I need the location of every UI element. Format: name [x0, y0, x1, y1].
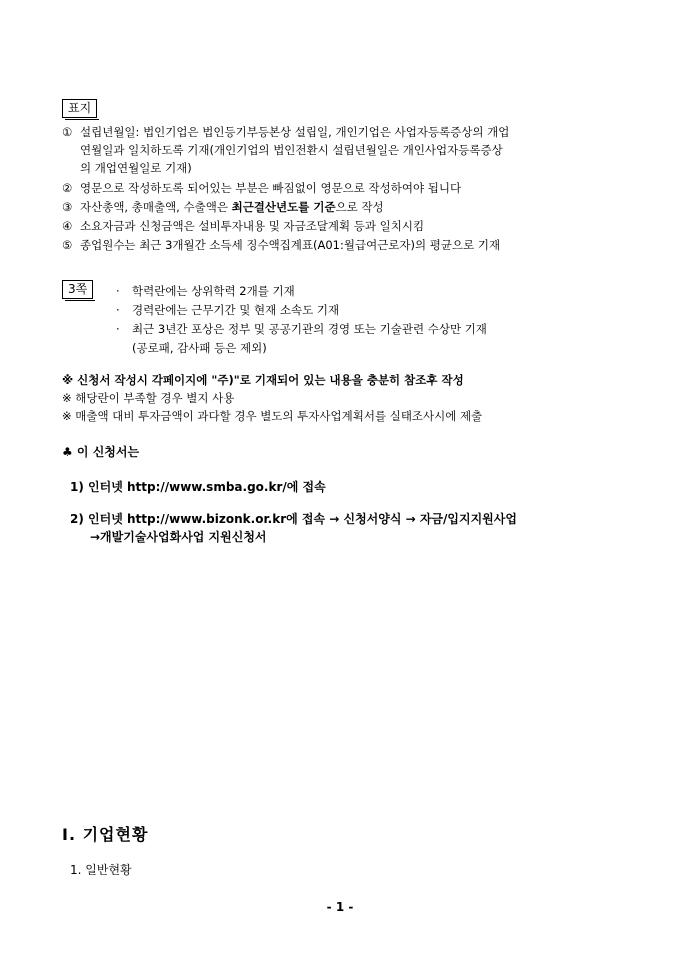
item-number: ① [62, 125, 73, 139]
subsection-heading: 1. 일반현황 [70, 863, 132, 877]
bullet-mark: · [116, 303, 120, 317]
bullet-mark: · [116, 284, 120, 298]
pyoji-item-3 [62, 198, 384, 216]
pyoji-label: 표지 [68, 101, 92, 115]
note-1: ※ 신청서 작성시 각페이지에 "주)"로 기재되어 있는 내용을 충분히 참조후 작성 [62, 373, 464, 387]
pyoji-item-5 [62, 236, 500, 254]
item-text-end: 으로 작성 [335, 200, 384, 214]
note-3: ※ 매출액 대비 투자금액이 과다할 경우 별도의 투자사업계획서를 실태조사시에 제출 [62, 409, 483, 423]
item-text: 소요자금과 신청금액은 설비투자내용 및 자금조달계획 등과 일치시킴 [80, 219, 425, 233]
page3-label-box [62, 280, 93, 299]
page3-item-1: 학력란에는 상위학력 2개를 기재 [132, 284, 295, 298]
pyoji-item-1-line-3: 의 개업연월일로 기재) [80, 161, 192, 175]
item-number: ⑤ [62, 238, 73, 252]
pyoji-item-1-line-2: 연월일과 일치하도록 기재(개인기업의 법인전환시 설립년월일은 개인사업자등록증상 [80, 143, 503, 157]
page3-item-3-continuation: (공로패, 감사패 등은 제외) [132, 341, 267, 355]
item-number: ③ [62, 200, 73, 214]
item-text: 설립년월일: 법인기업은 법인등기부등본상 설립일, 개인기업은 사업자등록증상의 개업 [80, 125, 510, 139]
pyoji-label-box [62, 99, 97, 118]
item-number: ② [62, 181, 73, 195]
item-text: 자산총액, 총매출액, 수출액은 [80, 200, 232, 214]
application-item-2-line-2: →개발기술사업화사업 지원신청서 [90, 530, 267, 544]
page3-label: 3쪽 [68, 282, 88, 296]
page-number: - 1 - [326, 900, 354, 914]
application-item-1: 1) 인터넷 http://www.smba.go.kr/에 접속 [70, 480, 326, 494]
pyoji-item-4 [62, 217, 424, 235]
application-title: ♣ 이 신청서는 [62, 445, 140, 459]
bullet-mark: · [116, 322, 120, 336]
item-text-emphasis: 최근결산년도를 기준 [231, 200, 336, 214]
item-number: ④ [62, 219, 73, 233]
page3-item-3: 최근 3년간 포상은 정부 및 공공기관의 경영 또는 기술관련 수상만 기재 [132, 322, 487, 336]
application-item-2-line-1: 2) 인터넷 http://www.bizonk.or.kr에 접속 → 신청서양식 → 자금/입지지원사업 [70, 512, 517, 526]
item-text: 종업원수는 최근 3개월간 소득세 징수액집계표(A01:월급여근로자)의 평균으로 기재 [80, 238, 501, 252]
note-2: ※ 해당란이 부족할 경우 별지 사용 [62, 391, 235, 405]
item-text: 영문으로 작성하도록 되어있는 부분은 빠짐없이 영문으로 작성하여야 됩니다 [80, 181, 462, 195]
pyoji-item-1-line-1 [62, 123, 509, 141]
pyoji-item-2 [62, 179, 461, 197]
section-heading: Ⅰ. 기업현황 [62, 825, 149, 844]
page3-item-2: 경력란에는 근무기간 및 현재 소속도 기재 [132, 303, 340, 317]
